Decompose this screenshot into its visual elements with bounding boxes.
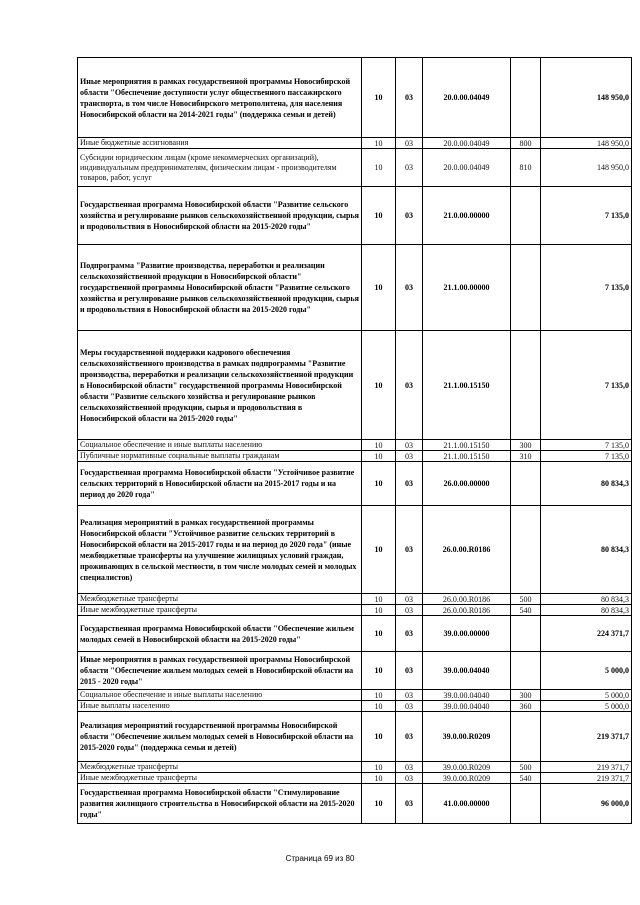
row-amount: 5 000,0 [541,690,632,701]
row-name: Реализация мероприятий в рамках государственной программы Новосибирской области "Устойчивое развитие сельских территорий в Новосибирской области на 2015-2017 годы и на период до 2020 года" (иные межбюджетные трансферты на улучшение жилищных условий граждан, проживающих в сельской местности, в том числе молодых семей и молодых специалистов) [78,506,362,594]
row-amount: 7 135,0 [541,451,632,462]
row-section: 10 [362,187,396,245]
row-expense-type: 540 [511,605,541,616]
row-target-code: 39.0.00.04040 [423,701,511,712]
row-section: 10 [362,616,396,652]
row-subsection: 03 [396,506,423,594]
row-name: Социальное обеспечение и иные выплаты населению [78,690,362,701]
row-subsection: 03 [396,616,423,652]
row-subsection: 03 [396,149,423,187]
row-name: Публичные нормативные социальные выплаты гражданам [78,451,362,462]
table-row [78,690,632,701]
table-row [78,616,632,652]
table-row [78,784,632,824]
row-amount: 148 950,0 [541,58,632,138]
row-subsection: 03 [396,773,423,784]
row-name: Иные мероприятия в рамках государственной программы Новосибирской области "Обеспечение доступности услуг общественного пассажирского транспорта, в том числе Новосибирского метрополитена, для населения Новосибирской области на 2014-2021 годы" (поддержка семьи и детей) [78,58,362,138]
row-amount: 7 135,0 [541,331,632,440]
row-subsection: 03 [396,245,423,331]
table-row [78,149,632,187]
row-subsection: 03 [396,58,423,138]
table-row [78,506,632,594]
row-expense-type: 540 [511,773,541,784]
row-expense-type: 310 [511,451,541,462]
table-row [78,712,632,762]
row-target-code: 21.1.00.15150 [423,331,511,440]
row-target-code: 20.0.00.04049 [423,58,511,138]
row-subsection: 03 [396,712,423,762]
row-amount: 80 834,3 [541,594,632,605]
row-name: Государственная программа Новосибирской области "Стимулирование развития жилищного строительства в Новосибирской области на 2015-2020 годы" [78,784,362,824]
row-section: 10 [362,245,396,331]
row-amount: 219 371,7 [541,712,632,762]
row-expense-type [511,462,541,506]
row-section: 10 [362,762,396,773]
row-section: 10 [362,594,396,605]
row-subsection: 03 [396,701,423,712]
row-subsection: 03 [396,440,423,451]
row-subsection: 03 [396,784,423,824]
row-subsection: 03 [396,690,423,701]
row-amount: 7 135,0 [541,187,632,245]
row-section: 10 [362,773,396,784]
row-name: Социальное обеспечение и иные выплаты населению [78,440,362,451]
row-target-code: 21.0.00.00000 [423,187,511,245]
row-amount: 96 000,0 [541,784,632,824]
row-expense-type: 300 [511,440,541,451]
row-expense-type [511,245,541,331]
row-name: Государственная программа Новосибирской области "Устойчивое развитие сельских территорий в Новосибирской области на 2015-2017 годы и на период до 2020 года" [78,462,362,506]
row-expense-type: 810 [511,149,541,187]
row-target-code: 20.0.00.04049 [423,138,511,149]
row-expense-type: 300 [511,690,541,701]
row-subsection: 03 [396,331,423,440]
row-subsection: 03 [396,652,423,690]
row-subsection: 03 [396,605,423,616]
page-number: Страница 69 из 80 [285,854,355,863]
row-section: 10 [362,440,396,451]
row-target-code: 39.0.00.R0209 [423,762,511,773]
row-subsection: 03 [396,187,423,245]
row-expense-type: 360 [511,701,541,712]
table-row [78,701,632,712]
row-name: Иные межбюджетные трансферты [78,605,362,616]
row-target-code: 26.0.00.00000 [423,462,511,506]
row-name: Меры государственной поддержки кадрового обеспечения сельскохозяйственного производства в рамках подпрограммы "Развитие производства, переработки и реализации сельскохозяйственной продукции в Новосибирской области" государственной программы Новосибирской области "Развитие сельского хозяйства и регулирование рынков сельскохозяйственной продукции, сырья и продовольствия в Новосибирской области на 2015-2020 годы" [78,331,362,440]
row-section: 10 [362,701,396,712]
row-expense-type [511,58,541,138]
row-expense-type [511,784,541,824]
row-section: 10 [362,331,396,440]
row-amount: 80 834,3 [541,462,632,506]
row-amount: 219 371,7 [541,762,632,773]
row-section: 10 [362,138,396,149]
row-subsection: 03 [396,762,423,773]
row-section: 10 [362,690,396,701]
row-amount: 7 135,0 [541,245,632,331]
row-name: Субсидии юридическим лицам (кроме некоммерческих организаций), индивидуальным предпринимателям, физическим лицам - производителям товаров, работ, услуг [78,149,362,187]
table-row [78,187,632,245]
row-section: 10 [362,712,396,762]
row-name: Подпрограмма "Развитие производства, переработки и реализации сельскохозяйственной продукции в Новосибирской области" государственной программы Новосибирской области "Развитие сельского хозяйства и регулирование рынков сельскохозяйственной продукции, сырья и продовольствия в Новосибирской области на 2015-2020 годы" [78,245,362,331]
table-row [78,245,632,331]
row-amount: 7 135,0 [541,440,632,451]
row-subsection: 03 [396,138,423,149]
row-section: 10 [362,58,396,138]
row-target-code: 21.1.00.15150 [423,451,511,462]
row-name: Иные бюджетные ассигнования [78,138,362,149]
row-target-code: 39.0.00.R0209 [423,712,511,762]
row-name: Государственная программа Новосибирской области "Обеспечение жильем молодых семей в Новосибирской области на 2015-2020 годы" [78,616,362,652]
table-row [78,440,632,451]
row-target-code: 39.0.00.04040 [423,690,511,701]
row-name: Иные мероприятия в рамках государственной программы Новосибирской области "Обеспечение жильем молодых семей в Новосибирской области на 2015 - 2020 годы" [78,652,362,690]
row-subsection: 03 [396,462,423,506]
row-expense-type: 500 [511,762,541,773]
row-target-code: 39.0.00.04040 [423,652,511,690]
row-amount: 5 000,0 [541,652,632,690]
row-section: 10 [362,784,396,824]
row-amount: 224 371,7 [541,616,632,652]
row-expense-type: 800 [511,138,541,149]
row-target-code: 26.0.00.R0186 [423,506,511,594]
table-row [78,331,632,440]
row-section: 10 [362,605,396,616]
row-name: Межбюджетные трансферты [78,762,362,773]
row-target-code: 20.0.00.04049 [423,149,511,187]
table-row [78,451,632,462]
table-row [78,58,632,138]
row-name: Межбюджетные трансферты [78,594,362,605]
table-row [78,652,632,690]
row-subsection: 03 [396,451,423,462]
row-amount: 219 371,7 [541,773,632,784]
row-expense-type [511,712,541,762]
row-section: 10 [362,451,396,462]
row-expense-type [511,506,541,594]
row-target-code: 26.0.00.R0186 [423,605,511,616]
table-row [78,594,632,605]
row-name: Государственная программа Новосибирской области "Развитие сельского хозяйства и регулирование рынков сельскохозяйственной продукции, сырья и продовольствия в Новосибирской области на 2015-2020 годы" [78,187,362,245]
budget-table [77,57,632,824]
row-amount: 148 950,0 [541,149,632,187]
row-target-code: 21.1.00.00000 [423,245,511,331]
row-section: 10 [362,506,396,594]
row-amount: 80 834,3 [541,605,632,616]
row-name: Реализация мероприятий государственной программы Новосибирской области "Обеспечение жильем молодых семей в Новосибирской области на 2015-2020 годы" (поддержка семьи и детей) [78,712,362,762]
row-name: Иные межбюджетные трансферты [78,773,362,784]
row-section: 10 [362,149,396,187]
row-section: 10 [362,652,396,690]
row-expense-type [511,616,541,652]
row-name: Иные выплаты населению [78,701,362,712]
table-row [78,605,632,616]
row-target-code: 21.1.00.15150 [423,440,511,451]
row-expense-type [511,331,541,440]
row-expense-type [511,652,541,690]
row-target-code: 41.0.00.00000 [423,784,511,824]
row-target-code: 26.0.00.R0186 [423,594,511,605]
row-amount: 148 950,0 [541,138,632,149]
row-target-code: 39.0.00.00000 [423,616,511,652]
row-section: 10 [362,462,396,506]
row-expense-type: 500 [511,594,541,605]
row-subsection: 03 [396,594,423,605]
row-amount: 5 000,0 [541,701,632,712]
table-row [78,462,632,506]
row-target-code: 39.0.00.R0209 [423,773,511,784]
budget-sheet [77,57,632,824]
row-amount: 80 834,3 [541,506,632,594]
table-row [78,138,632,149]
table-row [78,762,632,773]
table-row [78,773,632,784]
row-expense-type [511,187,541,245]
